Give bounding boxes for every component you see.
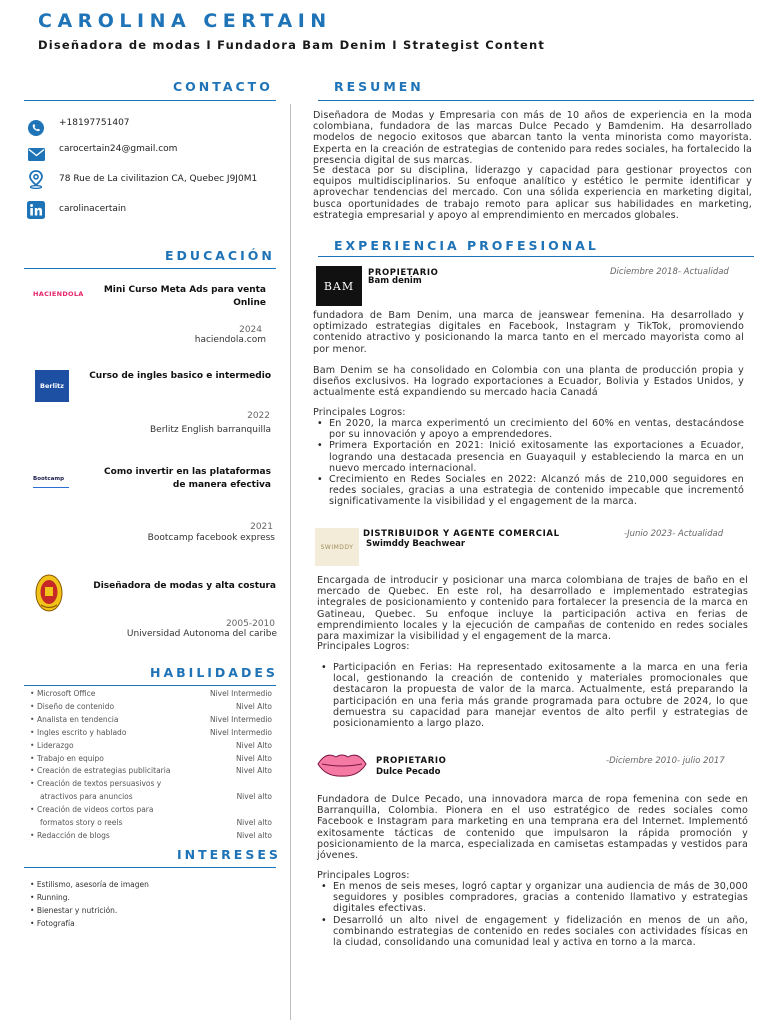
skill-name: Diseño de contenido: [37, 701, 115, 711]
bullet-icon: •: [30, 714, 35, 724]
skills-heading: HABILIDADES: [150, 665, 278, 680]
bam-denim-logo: [316, 266, 362, 306]
job-company: Swimddy Beachwear: [366, 539, 466, 549]
education-institution: Bootcamp facebook express: [147, 533, 275, 543]
mail-icon: [27, 145, 45, 163]
education-title: Como invertir en las plataformas de manera efectiva: [104, 467, 271, 490]
education-year: 2024: [239, 325, 262, 335]
job-role: DISTRIBUIDOR Y AGENTE COMERCIAL: [363, 529, 560, 539]
job-date: -Diciembre 2010- julio 2017: [606, 756, 725, 766]
skill-level: Nivel Alto: [236, 701, 272, 711]
bam-denim-logo-text: BAM: [323, 279, 355, 293]
job-description: Fundadora de Dulce Pecado, una innovadora marca de ropa femenina con sede en Barranquilla, Colombia. Pionera en el uso estratégico de redes sociales como Facebook e Instagram para marketing en una temprana era del Internet. Implementó exitosamente tácticas de contenido que impulsaron la rápida promoción y posicionamiento de la marca, especializada en camisetas estampadas y vestidos para jóvenes.: [317, 794, 748, 862]
skill-name: formatos story o reels: [40, 818, 123, 827]
skill-name: Ingles escrito y hablado: [37, 727, 127, 737]
achievements-list: [313, 418, 744, 508]
bootcamp-logo: Bootcamp: [33, 476, 69, 488]
contact-linkedin[interactable]: carolinacertain: [59, 204, 127, 214]
bullet-icon: •: [30, 880, 37, 889]
education-year: 2022: [247, 411, 270, 421]
linkedin-icon: [27, 201, 45, 219]
skill-row: [30, 715, 272, 727]
contact-heading: CONTACTO: [173, 79, 273, 94]
job-company: Bam denim: [368, 276, 422, 286]
skill-row: [30, 741, 272, 753]
experience-heading: EXPERIENCIA PROFESIONAL: [334, 238, 599, 253]
education-divider: [24, 268, 276, 269]
job-role: PROPIETARIO: [368, 268, 439, 278]
education-title: Diseñadora de modas y alta costura: [93, 581, 276, 591]
bullet-icon: •: [30, 779, 35, 789]
interest-item: [30, 919, 75, 928]
skill-row: [30, 689, 272, 701]
skill-name: Redacción de blogs: [37, 830, 110, 840]
skill-name: atractivos para anuncios: [40, 792, 133, 802]
column-divider: [290, 104, 291, 1020]
achievement-item: • Primera Exportación en 2021: Inició exitosamente las exportaciones a Ecuador, logrando una destacada presencia en Guayaquil y estableciendo la marca en un nuevo mercado internacional.: [313, 440, 744, 474]
interest-label: Bienestar y nutrición.: [36, 906, 118, 915]
contact-phone[interactable]: +18197751407: [59, 118, 130, 128]
bullet-icon: •: [30, 919, 37, 928]
summary-paragraph-2: Se destaca por su disciplina, liderazgo y capacidad para gestionar proyectos con equipos multidisciplinarios. Su enfoque analítico y estético le permite identificar y aprovechar tendencias del mercado. Con una sólida experiencia en marketing digital, busca oportunidades de trabajo remoto para aplicar sus habilidades en marketing, estrategia empresarial y apoyo al emprendimiento en mercados globales.: [313, 165, 752, 221]
skill-row: [30, 728, 272, 740]
job-date: -Junio 2023- Actualidad: [624, 529, 724, 539]
interest-label: Running.: [36, 893, 70, 902]
job-description-2: Bam Denim se ha consolidado en Colombia con una planta de producción propia y diseños exclusivos. Ha logrado exportaciones a Ecuador, Bolivia y Estados Unidos, y actualmente está expandiendo su mercado hacia Canadá: [313, 365, 744, 399]
education-institution: haciendola.com: [194, 335, 266, 345]
skill-level: Nivel Alto: [236, 753, 272, 763]
skill-level: Nivel Alto: [236, 740, 272, 750]
summary-paragraph-1: Diseñadora de Modas y Empresaria con más de 10 años de experiencia en la moda colombiana, fundadora de las marcas Dulce Pecado y Bamdenim. Ha desarrollado modelos de negocio exitosos que abarcan tanto la venta minorista como mayorista. Experta en la creación de estrategias de contenido para redes sociales, ha fortalecido la presencia digital de sus marcas.: [313, 110, 752, 166]
bullet-icon: •: [30, 740, 35, 750]
achievement-item: • En menos de seis meses, logró captar y organizar una audiencia de más de 30,000 seguidores y posibles compradores, gracias a contenido llamativo y estrategias digitales efectivas.: [317, 881, 748, 915]
achievement-item: • En 2020, la marca experimentó un crecimiento del 60% en ventas, destacándose por su innovación y apoyo a emprendedores.: [313, 418, 744, 440]
interest-item: [30, 906, 117, 915]
bullet-icon: •: [30, 830, 35, 840]
skill-level: Nivel Intermedio: [209, 727, 272, 737]
contact-email[interactable]: carocertain24@gmail.com: [59, 144, 178, 154]
skill-row: [30, 766, 272, 778]
job-company: Dulce Pecado: [376, 767, 441, 777]
achievement-item: • Participación en Ferias: Ha representado exitosamente a la marca en una feria local, gestionando la creación de contenido y materiales promocionales que destacaron la propuesta de valor de la marca. Actualmente, está preparando la participación en una feria más grande programada para octubre de 2024, lo que demuestra su capacidad para manejar eventos de alto perfil y estrategias de posicionamiento a largo plazo.: [317, 662, 748, 729]
skill-level: Nivel Alto: [236, 766, 272, 776]
bullet-icon: •: [30, 906, 37, 915]
bullet-icon: •: [30, 701, 35, 711]
bullet-icon: •: [30, 805, 35, 815]
skill-row: [30, 805, 272, 817]
interests-divider: [24, 867, 276, 868]
job-date: Diciembre 2018- Actualidad: [610, 267, 729, 277]
skill-level: Nivel alto: [236, 792, 272, 802]
skill-level: Nivel Intermedio: [209, 689, 272, 698]
dulce-pecado-logo: [316, 749, 368, 779]
bullet-icon: •: [30, 753, 35, 763]
education-institution: Berlitz English barranquilla: [149, 425, 271, 435]
candidate-tagline: Diseñadora de modas I Fundadora Bam Denim I Strategist Content: [38, 38, 546, 52]
education-institution: Universidad Autonoma del caribe: [126, 629, 277, 639]
achievements-label: Principales Logros:: [313, 407, 406, 418]
experience-divider: [318, 256, 754, 257]
university-crest-icon: [35, 574, 63, 612]
education-title: Curso de ingles basico e intermedio: [89, 371, 271, 381]
phone-icon: [27, 119, 45, 137]
achievements-label: Principales Logros:: [317, 641, 410, 652]
skill-name: Creación de videos cortos para: [37, 805, 154, 815]
bullet-icon: •: [30, 689, 35, 698]
skill-row: [30, 792, 272, 804]
interest-item: [30, 893, 70, 902]
achievements-label: Principales Logros:: [317, 870, 410, 881]
bullet-icon: •: [30, 727, 35, 737]
candidate-name: CAROLINA CERTAIN: [38, 10, 332, 32]
skill-name: Analista en tendencia: [37, 714, 119, 724]
contact-divider: [24, 100, 276, 101]
education-year: 2021: [250, 522, 273, 532]
interest-label: Estilismo, asesoría de imagen: [36, 880, 149, 889]
summary-divider: [318, 100, 754, 101]
skill-row: [30, 831, 272, 843]
skill-name: Microsoft Office: [37, 689, 96, 698]
skill-row: [30, 702, 272, 714]
job-role: PROPIETARIO: [376, 756, 447, 766]
education-heading: EDUCACIÓN: [165, 248, 275, 263]
swimddy-logo: [315, 528, 359, 566]
skill-row: [30, 754, 272, 766]
skill-name: Trabajo en equipo: [37, 753, 104, 763]
education-year: 2005-2010: [225, 619, 275, 629]
job-description: Encargada de introducir y posicionar una marca colombiana de trajes de baño en el mercado de Quebec. En este rol, ha desarrollado e implementado estrategias integrales de posicionamiento y contenido para fortalecer la presencia de la marca en Gatineau, Quebec. Su enfoque incluye la participación activa en ferias de emprendimiento locales y la ejecución de campañas de contenido en redes sociales para maximizar la visibilidad y el engagement de la marca.: [317, 575, 748, 643]
swimddy-logo-text: SWIMDDY: [320, 543, 354, 551]
skill-name: Liderazgo: [37, 740, 74, 750]
skill-name: Creación de estrategias publicitaria: [37, 766, 171, 776]
skill-row: [30, 818, 272, 830]
location-icon: [27, 170, 45, 188]
bullet-icon: •: [30, 893, 37, 902]
achievement-item: • Crecimiento en Redes Sociales en 2022: Alcanzó más de 210,000 seguidores en redes sociales, gracias a una estrategia de contenido impecable que incrementó significativamente la visibilidad y el engagement de la marca.: [313, 474, 744, 508]
haciendola-logo: HACIENDOLA: [33, 290, 84, 298]
berlitz-logo-text: Berlitz: [40, 382, 64, 390]
achievements-list: [317, 881, 748, 948]
achievement-item: • Desarrolló un alto nivel de engagement y fidelización en menos de un año, combinando estrategias de contenido en redes sociales con actividades físicas en la ciudad, consolidando una comunidad leal y activa en torno a la marca.: [317, 915, 748, 949]
skill-level: Nivel Intermedio: [209, 714, 272, 724]
bullet-icon: •: [30, 766, 35, 776]
education-title: Mini Curso Meta Ads para venta Online: [103, 285, 266, 308]
achievements-list: [317, 662, 748, 729]
interest-item: [30, 880, 149, 889]
interest-label: Fotografía: [36, 919, 75, 928]
skills-divider: [24, 685, 276, 686]
skill-level: Nivel alto: [236, 818, 272, 827]
berlitz-logo: [35, 370, 69, 402]
job-description: fundadora de Bam Denim, una marca de jeanswear femenina. Ha desarrollado y optimizado estrategias digitales en Facebook, Instagram y TikTok, promoviendo contenido atractivo y posicionando la marca tanto en el mercado mayorista como al por menor.: [313, 310, 744, 355]
skill-row: [30, 779, 272, 791]
skill-level: Nivel alto: [236, 830, 272, 840]
skill-name: Creación de textos persuasivos y: [37, 779, 162, 789]
contact-address: 78 Rue de La civilitazion CA, Quebec J9J0M1: [59, 174, 258, 184]
summary-heading: RESUMEN: [334, 79, 424, 94]
interests-heading: INTERESES: [177, 847, 281, 862]
